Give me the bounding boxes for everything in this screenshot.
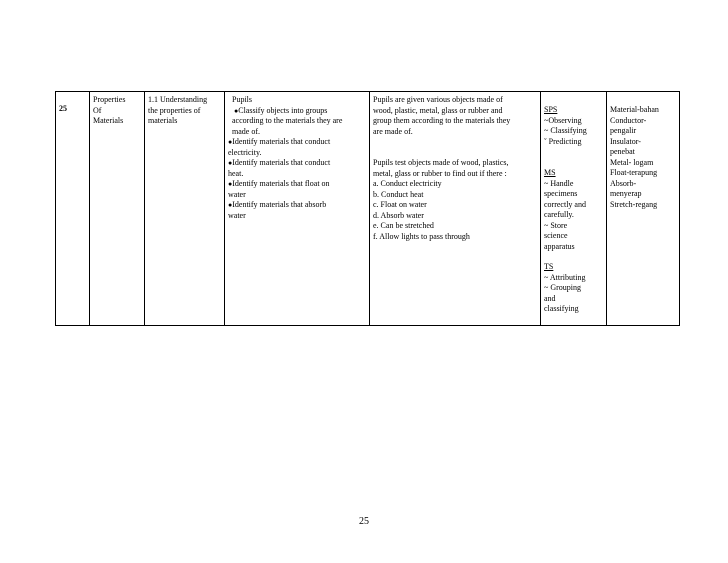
learning-area-line: Properties	[93, 95, 126, 104]
activity-line: are made of.	[373, 126, 413, 136]
vocabulary-line: Metal- logam	[610, 157, 654, 167]
activity-list-item: a. Conduct electricity	[373, 179, 442, 188]
sps-heading: SPS	[544, 105, 558, 114]
activity-list-item: e. Can be stretched	[373, 221, 434, 230]
activity-list-item: c. Float on water	[373, 200, 427, 209]
vocabulary-line: Material-bahan	[610, 105, 659, 114]
vocabulary-line: Absorb-	[610, 178, 637, 188]
page-number: 25	[359, 516, 369, 527]
skill-line: ~ Grouping	[544, 283, 581, 292]
skill-line: apparatus	[544, 241, 575, 251]
outcome-item-cont: water	[228, 189, 246, 199]
outcome-item-cont: made of.	[232, 126, 260, 136]
outcome-item-cont: heat.	[228, 168, 244, 178]
skill-line: ˇ Predicting	[544, 136, 582, 146]
vocabulary-line: menyerap	[610, 189, 642, 198]
outcome-item-cont: according to the materials they are	[232, 116, 343, 125]
bullet-icon: ●	[228, 159, 233, 167]
vocabulary-line: Float-terapung	[610, 168, 658, 177]
activity-list-item: b. Conduct heat	[373, 189, 424, 199]
bullet-icon: ●	[228, 201, 233, 209]
activity-line: Pupils test objects made of wood, plastics,	[373, 158, 509, 167]
outcomes-heading: Pupils	[232, 95, 253, 104]
vocabulary-line: Insulator-	[610, 136, 641, 146]
outcome-item: ●Identify materials that float on	[228, 179, 330, 188]
outcome-item: ●Classify objects into groups	[234, 105, 328, 115]
activities-cell	[370, 92, 541, 326]
skill-line: classifying	[544, 304, 579, 313]
skill-line: ~ Attributing	[544, 272, 586, 282]
learning-objective-line: the properties of	[148, 105, 201, 115]
skill-line: ~Observing	[544, 115, 582, 125]
week-number: 25	[56, 92, 90, 326]
scheme-of-work-table	[55, 91, 680, 326]
skill-line: correctly and	[544, 199, 586, 209]
learning-area-cell	[90, 92, 145, 326]
activity-list-item: f. Allow lights to pass through	[373, 231, 470, 241]
vocabulary-line: Stretch-regang	[610, 199, 658, 209]
vocabulary-cell	[607, 92, 680, 326]
skill-line: carefully.	[544, 210, 574, 219]
bullet-icon: ●	[228, 180, 233, 188]
bullet-icon: ●	[228, 138, 233, 146]
bullet-icon: ●	[234, 106, 239, 115]
vocabulary-line: Conductor-	[610, 115, 647, 125]
skills-cell	[541, 92, 607, 326]
skill-line: science	[544, 231, 568, 240]
ts-heading: TS	[544, 262, 554, 271]
activity-line: metal, glass or rubber to find out if there :	[373, 168, 507, 178]
learning-objective-line: materials	[148, 116, 178, 125]
learning-objective-line: 1.1 Understanding	[148, 95, 208, 104]
skill-line: specimens	[544, 189, 578, 198]
learning-area-line: Materials	[93, 116, 124, 125]
ms-heading: MS	[544, 168, 556, 177]
outcome-item-cont: electricity.	[228, 147, 262, 157]
activity-line: wood, plastic, metal, glass or rubber and	[373, 105, 503, 115]
skill-line: and	[544, 293, 556, 303]
outcome-item: ●Identify materials that conduct	[228, 137, 331, 146]
outcome-item: ●Identify materials that absorb	[228, 200, 327, 209]
learning-area-line: Of	[93, 105, 102, 115]
skill-line: ~ Store	[544, 220, 568, 230]
vocabulary-line: pengalir	[610, 126, 637, 135]
outcome-item: ●Identify materials that conduct	[228, 158, 331, 167]
skill-line: ~ Handle	[544, 178, 574, 188]
table-row	[56, 92, 680, 326]
activity-line: Pupils are given various objects made of	[373, 95, 503, 104]
outcome-item-cont: water	[228, 210, 246, 220]
vocabulary-line: penebat	[610, 147, 635, 156]
skill-line: ~ Classifying	[544, 126, 587, 135]
learning-outcomes-cell	[225, 92, 370, 326]
learning-objective-cell	[145, 92, 225, 326]
activity-line: group them according to the materials they	[373, 116, 511, 125]
activity-list-item: d. Absorb water	[373, 210, 424, 220]
